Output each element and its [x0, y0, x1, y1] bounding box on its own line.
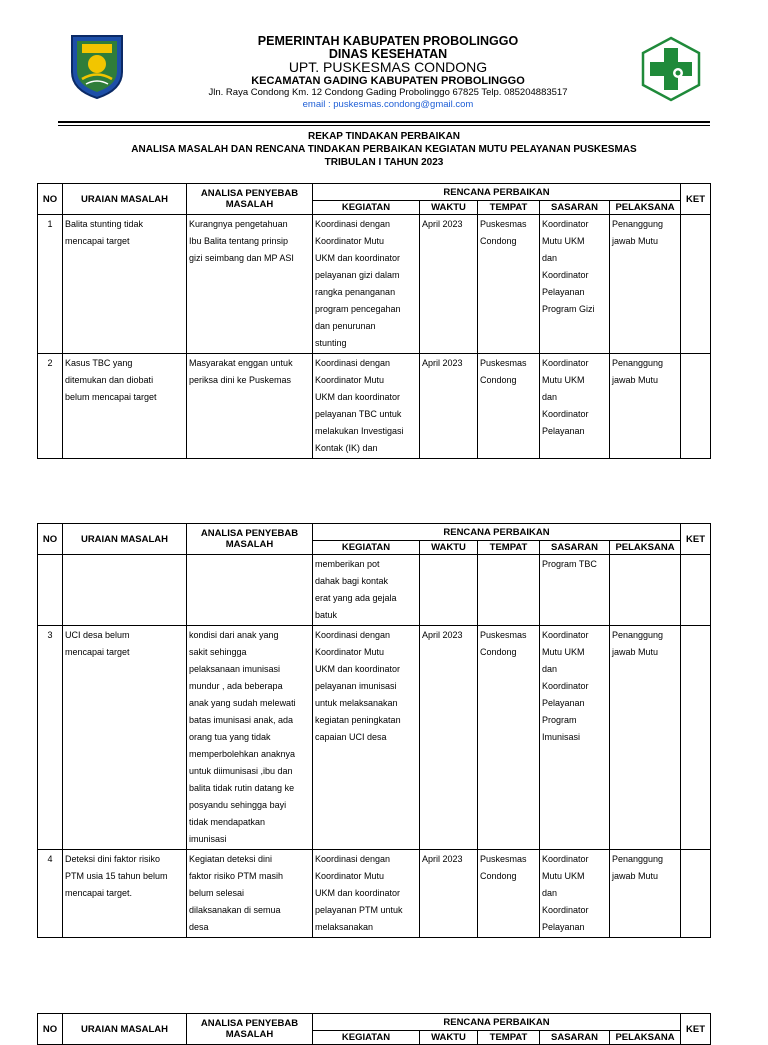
analisa-line: desa	[189, 922, 209, 932]
waktu-line: April 2023	[422, 854, 463, 864]
sasaran-line: Koordinator	[542, 270, 589, 280]
analisa-line: Masyarakat enggan untuk	[189, 358, 293, 368]
kegiatan-line: program pencegahan	[315, 304, 401, 314]
kegiatan-line: dan penurunan	[315, 321, 376, 331]
cell-uraian	[63, 850, 187, 938]
col-waktu: WAKTU	[420, 201, 478, 215]
sasaran-line: Koordinator	[542, 905, 589, 915]
analisa-line: pelaksanaan imunisasi	[189, 664, 281, 674]
analisa-line: dilaksanakan di semua	[189, 905, 281, 915]
cell-tempat	[478, 354, 540, 459]
kegiatan-line: pelayanan imunisasi	[315, 681, 397, 691]
col-tempat: TEMPAT	[478, 541, 540, 555]
table-row	[38, 626, 711, 850]
analisa-line: balita tidak rutin datang ke	[189, 783, 295, 793]
sasaran-line: dan	[542, 888, 558, 898]
kegiatan-line: Koordinasi dengan	[315, 358, 391, 368]
sasaran-line: Program TBC	[542, 559, 597, 569]
header-department: DINAS KESEHATAN	[328, 47, 448, 61]
col-analisa-penyebab: ANALISA PENYEBAB MASALAH	[187, 1014, 313, 1045]
sasaran-line: Koordinator	[542, 358, 589, 368]
col-kegiatan: KEGIATAN	[313, 1031, 420, 1045]
tempat-line: Puskesmas	[480, 358, 527, 368]
cell-waktu	[420, 626, 478, 850]
letterhead-rule-thick	[58, 121, 710, 123]
cell-tempat	[478, 555, 540, 626]
waktu-line: April 2023	[422, 358, 463, 368]
cell-analisa	[187, 354, 313, 459]
col-kegiatan: KEGIATAN	[313, 541, 420, 555]
document-subtitle: ANALISA MASALAH DAN RENCANA TINDAKAN PERBAIKAN KEGIATAN MUTU PELAYANAN PUSKESMAS	[131, 144, 637, 155]
cell-tempat	[478, 215, 540, 354]
cell-uraian	[63, 215, 187, 354]
col-no: NO	[38, 184, 63, 215]
kegiatan-line: pelayanan PTM untuk	[315, 905, 403, 915]
table-row	[38, 850, 711, 938]
uraian-line: mencapai target	[65, 236, 130, 246]
kegiatan-line: batuk	[315, 610, 338, 620]
sasaran-line: Mutu UKM	[542, 647, 585, 657]
col-sasaran: SASARAN	[540, 201, 610, 215]
kegiatan-line: capaian UCI desa	[315, 732, 387, 742]
cell-sasaran	[540, 215, 610, 354]
analisa-line: Ibu Balita tentang prinsip	[189, 236, 289, 246]
table-row	[38, 354, 711, 459]
analisa-line: posyandu sehingga bayi	[189, 800, 287, 810]
cell-ket	[681, 626, 711, 850]
pelaksana-line: Penanggung	[612, 630, 664, 640]
improvement-table-page-3	[37, 1013, 711, 1045]
sasaran-line: Koordinator	[542, 681, 589, 691]
sasaran-line: Pelayanan	[542, 287, 585, 297]
col-tempat: TEMPAT	[478, 1031, 540, 1045]
sasaran-line: Koordinator	[542, 630, 589, 640]
kegiatan-line: rangka penanganan	[315, 287, 396, 297]
col-ket: KET	[681, 1014, 711, 1045]
cell-kegiatan	[313, 354, 420, 459]
kegiatan-line: melaksanakan	[315, 922, 374, 932]
kegiatan-line: Koordinasi dengan	[315, 219, 391, 229]
pelaksana-line: jawab Mutu	[612, 236, 659, 246]
sasaran-line: Pelayanan	[542, 922, 585, 932]
analisa-line: anak yang sudah melewati	[189, 698, 296, 708]
sasaran-line: Mutu UKM	[542, 871, 585, 881]
kegiatan-line: stunting	[315, 338, 347, 348]
cell-no: 4	[38, 850, 63, 938]
cell-kegiatan	[313, 215, 420, 354]
analisa-line: mundur , ada beberapa	[189, 681, 283, 691]
cell-sasaran	[540, 850, 610, 938]
sasaran-line: Program Gizi	[542, 304, 595, 314]
col-no: NO	[38, 524, 63, 555]
col-ket: KET	[681, 184, 711, 215]
sasaran-line: dan	[542, 253, 558, 263]
uraian-line: UCI desa belum	[65, 630, 130, 640]
col-rencana-perbaikan: RENCANA PERBAIKAN	[313, 524, 681, 541]
cell-ket	[681, 555, 711, 626]
cell-pelaksana	[610, 850, 681, 938]
analisa-line: orang tua yang tidak	[189, 732, 271, 742]
uraian-line: ditemukan dan diobati	[65, 375, 154, 385]
cell-no: 1	[38, 215, 63, 354]
cell-pelaksana	[610, 215, 681, 354]
cell-waktu	[420, 850, 478, 938]
col-sasaran: SASARAN	[540, 1031, 610, 1045]
kegiatan-line: Koordinator Mutu	[315, 871, 385, 881]
tempat-line: Condong	[480, 871, 517, 881]
analisa-line: kondisi dari anak yang	[189, 630, 279, 640]
col-analisa-penyebab: ANALISA PENYEBAB MASALAH	[187, 524, 313, 555]
sasaran-line: Pelayanan	[542, 698, 585, 708]
improvement-table-page-2	[37, 523, 711, 938]
kegiatan-line: Kontak (IK) dan	[315, 443, 378, 453]
cell-sasaran	[540, 354, 610, 459]
header-government: PEMERINTAH KABUPATEN PROBOLINGGO	[257, 34, 519, 48]
analisa-line: untuk diimunisasi ,ibu dan	[189, 766, 293, 776]
cell-tempat	[478, 850, 540, 938]
kabupaten-probolinggo-emblem	[68, 32, 126, 100]
analisa-line: batas imunisasi anak, ada	[189, 715, 294, 725]
cell-analisa	[187, 215, 313, 354]
cell-no: 2	[38, 354, 63, 459]
pelaksana-line: jawab Mutu	[612, 375, 659, 385]
uraian-line: Kasus TBC yang	[65, 358, 133, 368]
cell-uraian	[63, 555, 187, 626]
sasaran-line: Mutu UKM	[542, 236, 585, 246]
sasaran-line: Koordinator	[542, 854, 589, 864]
document-period: TRIBULAN I TAHUN 2023	[324, 157, 444, 168]
col-tempat: TEMPAT	[478, 201, 540, 215]
tempat-line: Puskesmas	[480, 219, 527, 229]
waktu-line: April 2023	[422, 630, 463, 640]
col-rencana-perbaikan: RENCANA PERBAIKAN	[313, 1014, 681, 1031]
col-pelaksana: PELAKSANA	[610, 201, 681, 215]
sasaran-line: Mutu UKM	[542, 375, 585, 385]
col-no: NO	[38, 1014, 63, 1045]
table-row	[38, 555, 711, 626]
puskesmas-logo	[640, 36, 702, 102]
cell-ket	[681, 215, 711, 354]
kegiatan-line: UKM dan koordinator	[315, 664, 401, 674]
col-waktu: WAKTU	[420, 1031, 478, 1045]
analisa-line: periksa dini ke Puskemas	[189, 375, 292, 385]
kegiatan-line: erat yang ada gejala	[315, 593, 397, 603]
col-kegiatan: KEGIATAN	[313, 201, 420, 215]
table-row	[38, 215, 711, 354]
kegiatan-line: pelayanan TBC untuk	[315, 409, 402, 419]
tempat-line: Puskesmas	[480, 630, 527, 640]
analisa-line: faktor risiko PTM masih	[189, 871, 284, 881]
kegiatan-line: kegiatan peningkatan	[315, 715, 401, 725]
letterhead-rule-thin	[58, 125, 710, 126]
cell-ket	[681, 354, 711, 459]
pelaksana-line: jawab Mutu	[612, 647, 659, 657]
kegiatan-line: Koordinasi dengan	[315, 854, 391, 864]
tempat-line: Condong	[480, 375, 517, 385]
cell-sasaran	[540, 626, 610, 850]
sasaran-line: dan	[542, 392, 558, 402]
cell-waktu	[420, 354, 478, 459]
cell-pelaksana	[610, 354, 681, 459]
col-rencana-perbaikan: RENCANA PERBAIKAN	[313, 184, 681, 201]
sasaran-line: dan	[542, 664, 558, 674]
analisa-line: Kurangnya pengetahuan	[189, 219, 288, 229]
uraian-line: PTM usia 15 tahun belum	[65, 871, 168, 881]
analisa-line: imunisasi	[189, 834, 227, 844]
sasaran-line: Koordinator	[542, 219, 589, 229]
col-sasaran: SASARAN	[540, 541, 610, 555]
kegiatan-line: melakukan Investigasi	[315, 426, 404, 436]
improvement-table-page-1	[37, 183, 711, 459]
cell-kegiatan	[313, 850, 420, 938]
uraian-line: mencapai target.	[65, 888, 133, 898]
cell-waktu	[420, 555, 478, 626]
analisa-line: tidak mendapatkan	[189, 817, 266, 827]
analisa-line: sakit sehingga	[189, 647, 247, 657]
pelaksana-line: Penanggung	[612, 219, 664, 229]
col-pelaksana: PELAKSANA	[610, 541, 681, 555]
kegiatan-line: UKM dan koordinator	[315, 392, 401, 402]
cell-kegiatan	[313, 626, 420, 850]
analisa-line: memperbolehkan anaknya	[189, 749, 296, 759]
kegiatan-line: UKM dan koordinator	[315, 253, 401, 263]
document-title: REKAP TINDAKAN PERBAIKAN	[307, 131, 461, 142]
analisa-line: belum selesai	[189, 888, 245, 898]
cell-kegiatan	[313, 555, 420, 626]
kegiatan-line: memberikan pot	[315, 559, 380, 569]
cell-analisa	[187, 555, 313, 626]
cell-no: 3	[38, 626, 63, 850]
col-waktu: WAKTU	[420, 541, 478, 555]
col-uraian-masalah: URAIAN MASALAH	[63, 524, 187, 555]
header-district: KECAMATAN GADING KABUPATEN PROBOLINGGO	[251, 75, 525, 87]
cell-ket	[681, 850, 711, 938]
analisa-line: Kegiatan deteksi dini	[189, 854, 273, 864]
sasaran-line: Program	[542, 715, 577, 725]
uraian-line: belum mencapai target	[65, 392, 157, 402]
cell-tempat	[478, 626, 540, 850]
sasaran-line: Pelayanan	[542, 426, 585, 436]
cell-sasaran	[540, 555, 610, 626]
header-institution: UPT. PUSKESMAS CONDONG	[288, 59, 488, 75]
uraian-line: Balita stunting tidak	[65, 219, 144, 229]
cell-uraian	[63, 354, 187, 459]
analisa-line: gizi seimbang dan MP ASI	[189, 253, 294, 263]
pelaksana-line: jawab Mutu	[612, 871, 659, 881]
uraian-line: mencapai target	[65, 647, 130, 657]
kegiatan-line: Koordinator Mutu	[315, 647, 385, 657]
cell-pelaksana	[610, 555, 681, 626]
waktu-line: April 2023	[422, 219, 463, 229]
tempat-line: Condong	[480, 647, 517, 657]
sasaran-line: Koordinator	[542, 409, 589, 419]
kegiatan-line: pelayanan gizi dalam	[315, 270, 400, 280]
header-email: email : puskesmas.condong@gmail.com	[302, 99, 474, 110]
tempat-line: Condong	[480, 236, 517, 246]
col-uraian-masalah: URAIAN MASALAH	[63, 1014, 187, 1045]
sasaran-line: Imunisasi	[542, 732, 581, 742]
cell-pelaksana	[610, 626, 681, 850]
cell-no	[38, 555, 63, 626]
col-ket: KET	[681, 524, 711, 555]
cell-analisa	[187, 850, 313, 938]
pelaksana-line: Penanggung	[612, 358, 664, 368]
col-analisa-penyebab: ANALISA PENYEBAB MASALAH	[187, 184, 313, 215]
kegiatan-line: untuk melaksanakan	[315, 698, 398, 708]
pelaksana-line: Penanggung	[612, 854, 664, 864]
cell-uraian	[63, 626, 187, 850]
kegiatan-line: UKM dan koordinator	[315, 888, 401, 898]
cell-waktu	[420, 215, 478, 354]
header-address: Jln. Raya Condong Km. 12 Condong Gading Probolinggo 67825 Telp. 085204883517	[208, 87, 568, 98]
tempat-line: Puskesmas	[480, 854, 527, 864]
kegiatan-line: Koordinator Mutu	[315, 236, 385, 246]
kegiatan-line: Koordinator Mutu	[315, 375, 385, 385]
uraian-line: Deteksi dini faktor risiko	[65, 854, 161, 864]
kegiatan-line: dahak bagi kontak	[315, 576, 389, 586]
col-pelaksana: PELAKSANA	[610, 1031, 681, 1045]
cell-analisa	[187, 626, 313, 850]
kegiatan-line: Koordinasi dengan	[315, 630, 391, 640]
col-uraian-masalah: URAIAN MASALAH	[63, 184, 187, 215]
